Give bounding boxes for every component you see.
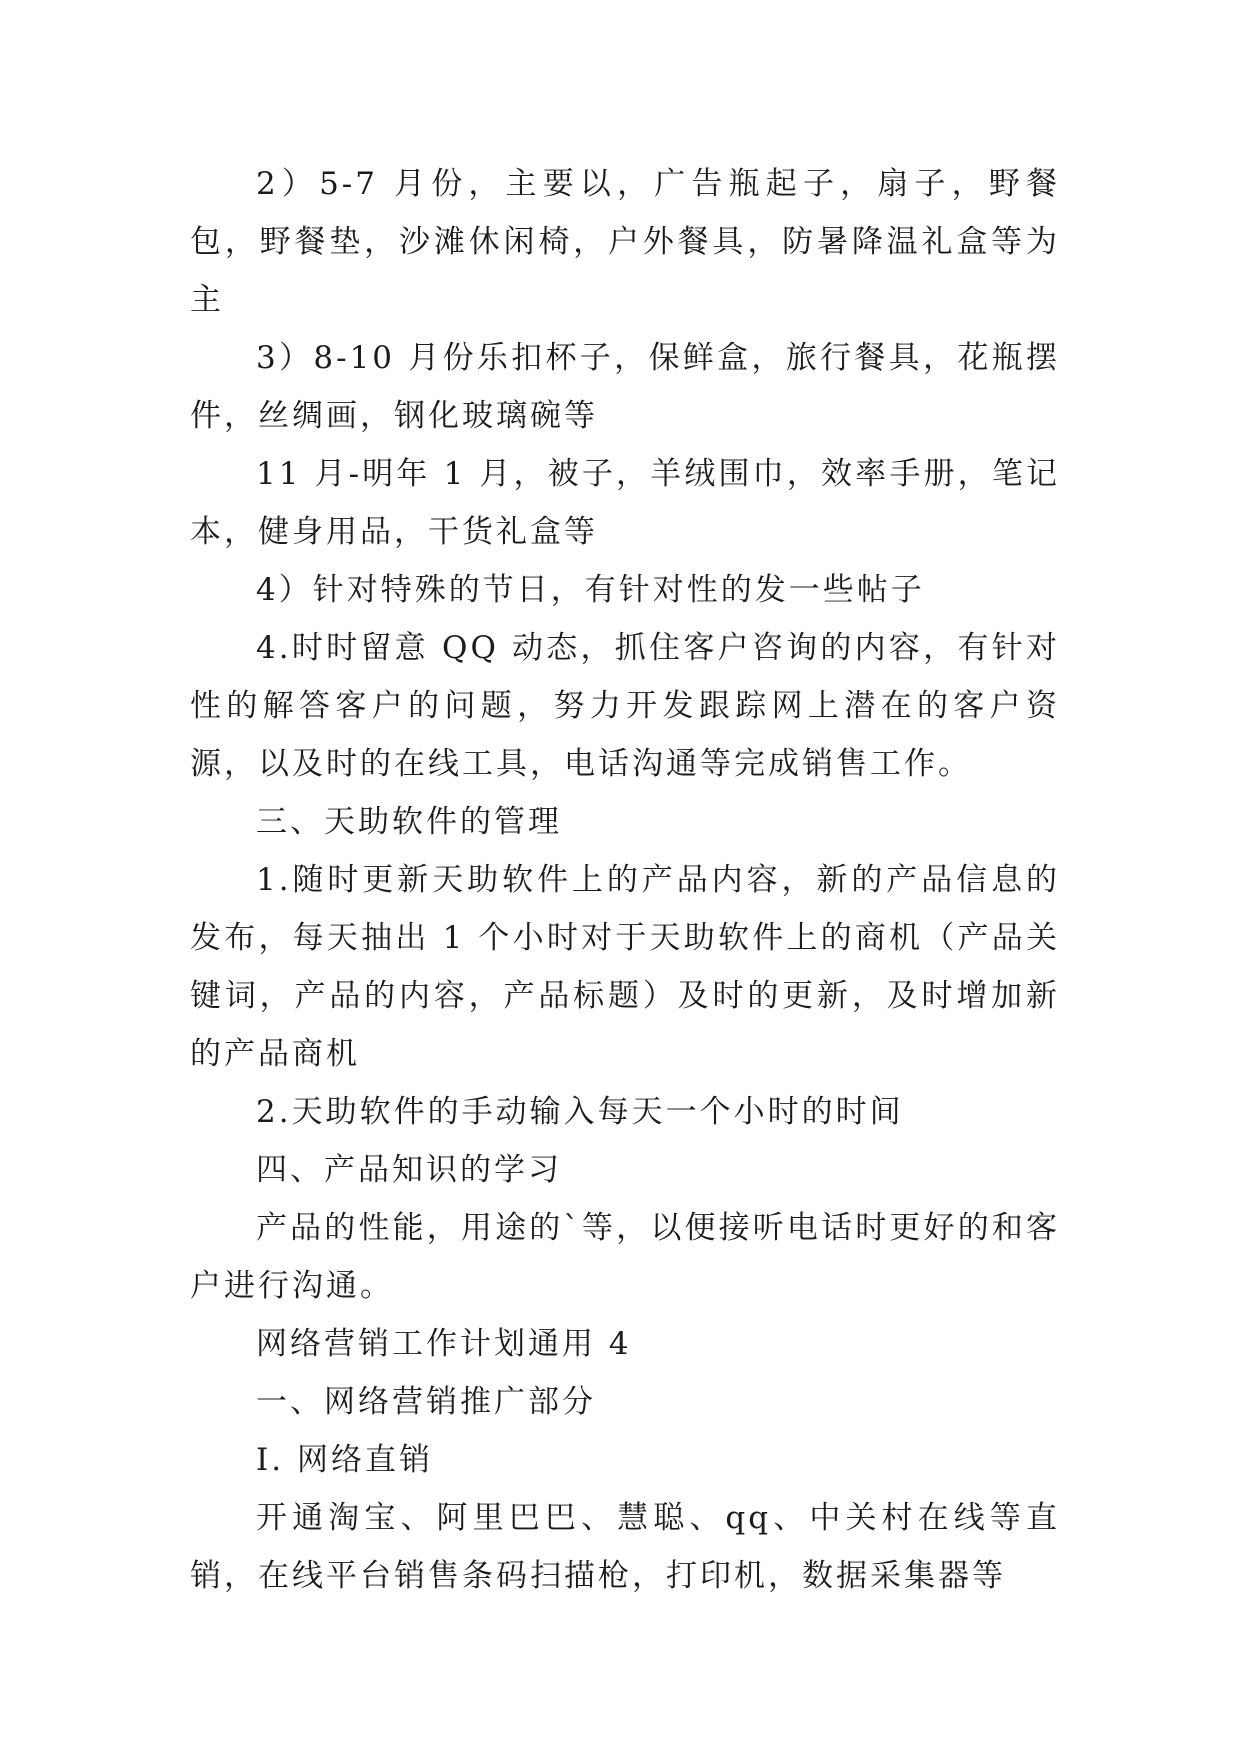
- section-heading-1: 一、网络营销推广部分: [256, 1384, 596, 1420]
- section-heading-3: 三、天助软件的管理: [256, 804, 562, 840]
- paragraph-1: 2）5-7 月份，主要以，广告瓶起子，扇子，野餐包，野餐垫，沙滩休闲椅，户外餐具，防暑降温礼盒等为主: [190, 166, 1060, 318]
- section-heading-4: 四、产品知识的学习: [256, 1152, 562, 1188]
- document-title: 网络营销工作计划通用 4: [256, 1326, 632, 1362]
- paragraph-4: 4）针对特殊的节日，有针对性的发一些帖子: [256, 572, 925, 608]
- paragraph-3: 11 月-明年 1 月，被子，羊绒围巾，效率手册，笔记本，健身用品，干货礼盒等: [190, 456, 1060, 550]
- paragraph-2: 3）8-10 月份乐扣杯子，保鲜盒，旅行餐具，花瓶摆件，丝绸画，钢化玻璃碗等: [190, 340, 1060, 434]
- paragraph-10: 产品的性能，用途的`等，以便接听电话时更好的和客户进行沟通。: [190, 1210, 1060, 1304]
- paragraph-5: 4.时时留意 QQ 动态，抓住客户咨询的内容，有针对性的解答客户的问题，努力开发跟踪网上潜在的客户资源，以及时的在线工具，电话沟通等完成销售工作。: [190, 630, 1060, 782]
- paragraph-7: 1.随时更新天助软件上的产品内容，新的产品信息的发布，每天抽出 1 个小时对于天助软件上的商机（产品关键词，产品的内容，产品标题）及时的更新，及时增加新的产品商机: [190, 862, 1060, 1072]
- subsection-heading: I. 网络直销: [256, 1442, 433, 1478]
- document-body: [190, 155, 1060, 1605]
- paragraph-14: 开通淘宝、阿里巴巴、慧聪、qq、中关村在线等直销，在线平台销售条码扫描枪，打印机，数据采集器等: [190, 1500, 1060, 1594]
- paragraph-8: 2.天助软件的手动输入每天一个小时的时间: [256, 1094, 904, 1130]
